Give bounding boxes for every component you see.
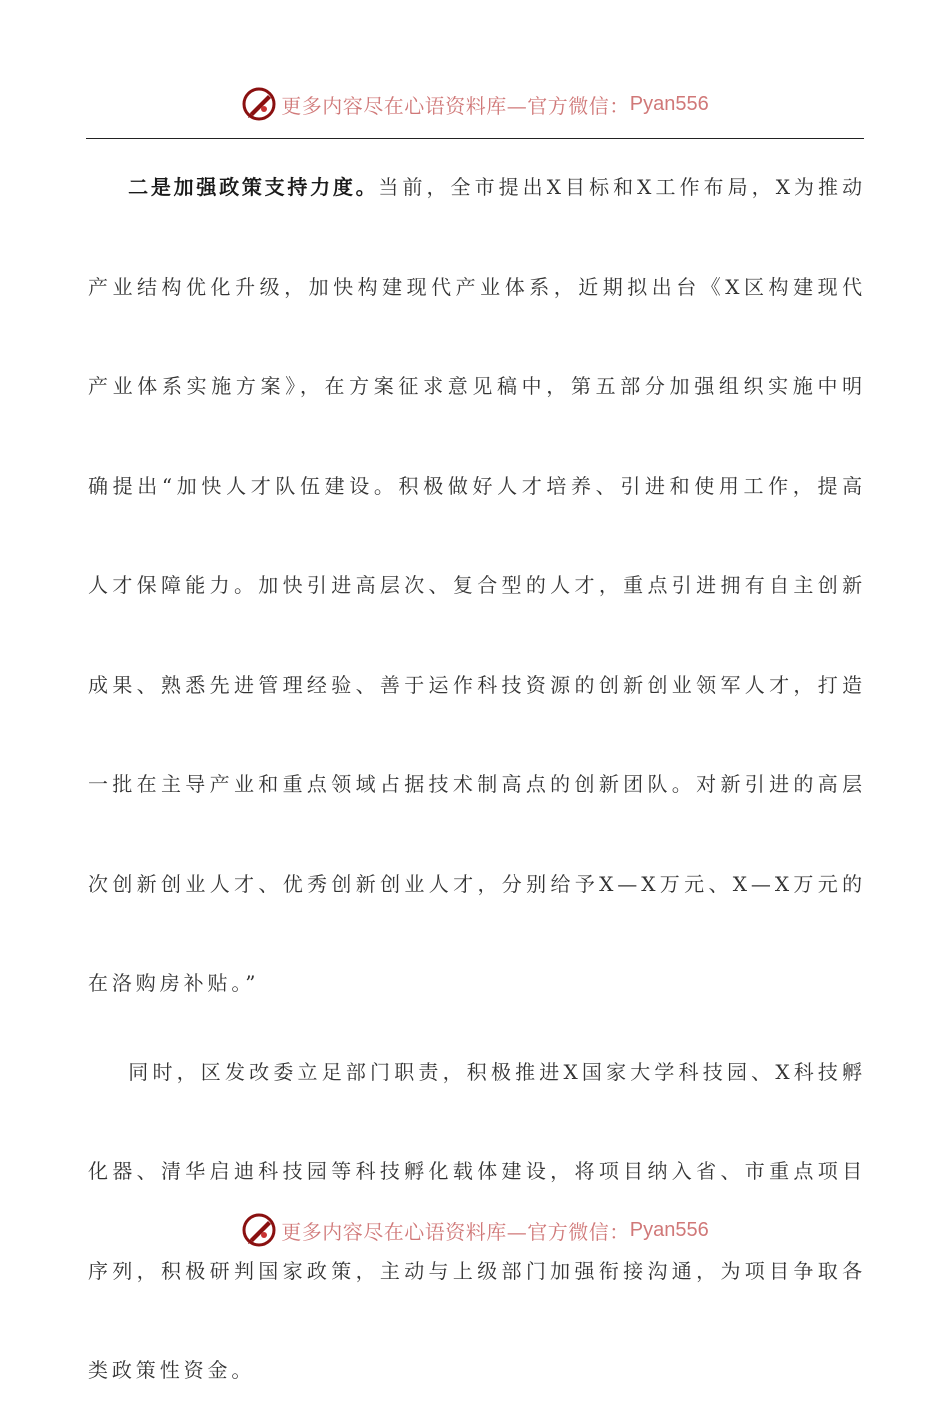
banner-text: 更多内容尽在心语资料库—官方微信：	[281, 1219, 630, 1244]
pen-logo-icon	[241, 1212, 277, 1248]
banner-wechat-id: Pyan556	[629, 1218, 709, 1241]
paragraph-text: 当前，全市提出X目标和X工作布局，X为推动产业结构优化升级，加快构建现代产业体系，近期拟出台《X区构建现代产业体系实施方案》，在方案征求意见稿中，第五部分加强组织实施中明确提出“加快人才队伍建设。积极做好人才培养、引进和使用工作，提高人才保障能力。加快引进高层次、复合型的人才，重点引进拥有自主创新成果、熟悉先进管理经验、善于运作科技资源的创新创业领军人才，打造一批在主导产业和重点领域占据技术制高点的创新团队。对新引进的高层次创新创业人才、优秀创新创业人才，分别给予X—X万元、X—X万元的在洛购房补贴。”	[88, 175, 866, 995]
paragraph-text: 同时，区发改委立足部门职责，积极推进X国家大学科技园、X科技孵化器、清华启迪科技园等科技孵化载体建设，将项目纳入省、市重点项目序列，积极研判国家政策，主动与上级部门加强衔接沟通，为项目争取各类政策性资金。	[88, 1059, 866, 1382]
footer-banner	[0, 1210, 950, 1250]
paragraph-lead: 二是加强政策支持力度。	[128, 175, 379, 199]
banner-wechat-id: Pyan556	[629, 92, 709, 115]
banner-text: 更多内容尽在心语资料库—官方微信：	[281, 93, 630, 118]
paragraph-1	[88, 138, 866, 1034]
pen-logo-icon	[241, 86, 277, 122]
header-banner	[0, 84, 950, 124]
